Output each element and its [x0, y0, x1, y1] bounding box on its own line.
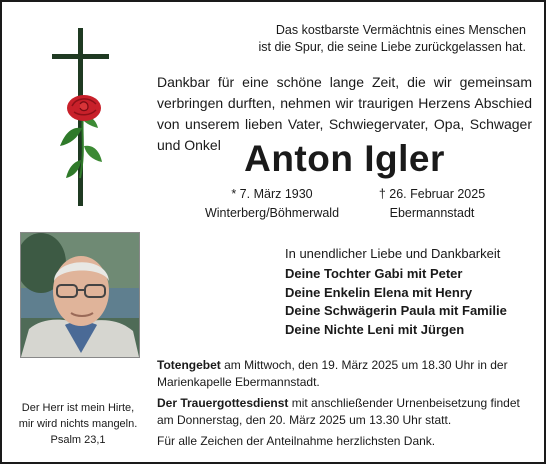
cross-with-rose-icon — [50, 28, 112, 208]
psalm-line-1: Der Herr ist mein Hirte, — [21, 402, 135, 414]
psalm-line-2: mir wird nichts mangeln. — [18, 418, 138, 430]
prayer-text: am Mittwoch, den 19. März 2025 um 18.30 Uhr in der Marienkapelle Ebermannstadt. — [157, 358, 508, 389]
portrait-photo — [20, 232, 140, 358]
service-notice — [157, 395, 527, 429]
service-text: mit anschließender Urnenbeisetzung findet am Donnerstag, den 20. März 2025 um 13.30 Uhr statt. — [157, 396, 520, 427]
motto-line-2: ist die Spur, die seine Liebe zurückgelassen hat. — [258, 40, 526, 54]
psalm-quote — [12, 400, 144, 448]
birth-date: * 7. März 1930 — [231, 187, 313, 201]
love-line: In unendlicher Liebe und Dankbarkeit — [285, 246, 501, 261]
family-member: Deine Nichte Leni mit Jürgen — [285, 321, 465, 337]
death-date: † 26. Februar 2025 — [378, 187, 486, 201]
family-member: Deine Enkelin Elena mit Henry — [285, 284, 473, 300]
birth-info — [192, 185, 352, 223]
family-member: Deine Schwägerin Paula mit Familie — [285, 303, 507, 318]
intro-text: Dankbar für eine schöne lange Zeit, die wir gemeinsam verbringen durften, nehmen wir traurigen Herzens Abschied von unserem lieben Vater, Schwiegervater, Opa, Schwager und Onkel — [157, 74, 532, 153]
service-label: Der Trauergottesdienst — [157, 396, 289, 410]
thanks-notice: Für alle Zeichen der Anteilnahme herzlichsten Dank. — [157, 434, 436, 448]
death-place: Ebermannstadt — [389, 206, 475, 220]
motto-line-1: Das kostbarste Vermächtnis eines Menschen — [275, 23, 526, 37]
deceased-name: Anton Igler — [244, 138, 445, 179]
death-info — [362, 185, 502, 223]
prayer-notice — [157, 357, 527, 391]
family-list — [285, 265, 507, 339]
motto — [236, 22, 526, 56]
birth-place: Winterberg/Böhmerwald — [204, 206, 340, 220]
family-member: Deine Tochter Gabi mit Peter — [285, 266, 463, 281]
psalm-reference: Psalm 23,1 — [50, 434, 106, 446]
prayer-label: Totengebet — [157, 358, 221, 372]
